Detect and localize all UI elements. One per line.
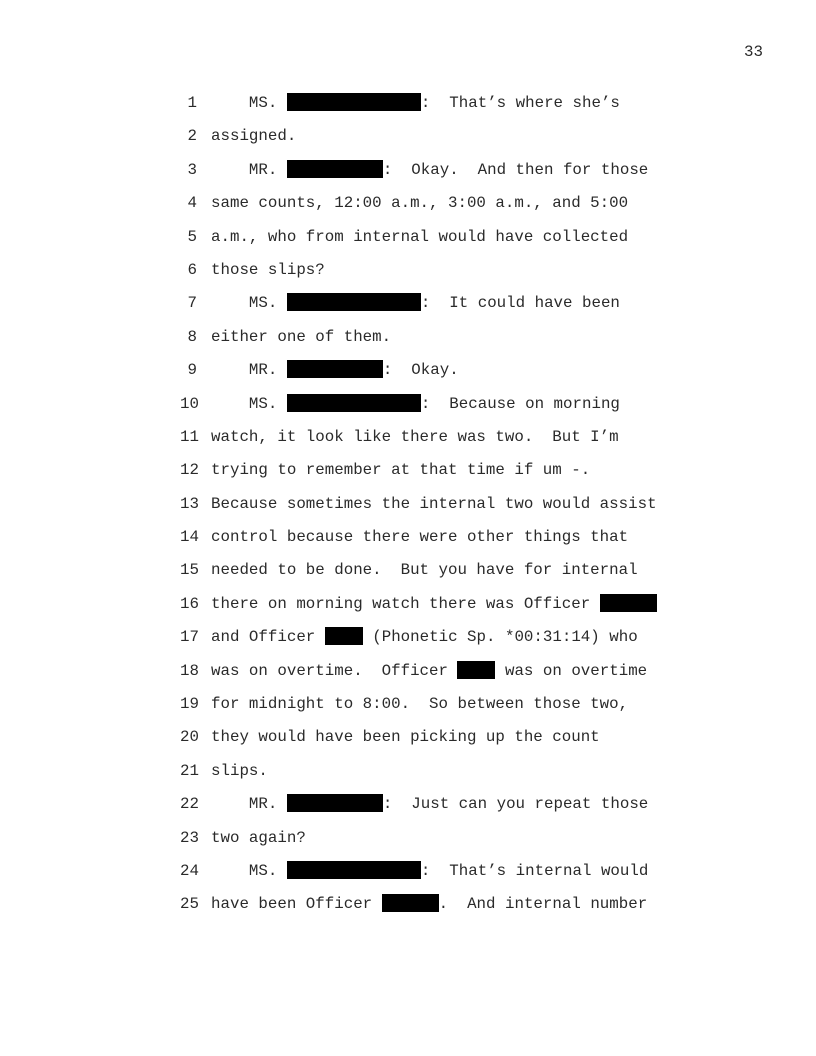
- line-text: [211, 594, 657, 614]
- redaction-block: [600, 594, 657, 612]
- line-number: 21: [180, 761, 199, 780]
- text-segment: MS.: [211, 394, 287, 413]
- redaction-block: [457, 661, 495, 679]
- transcript-body: [0, 93, 816, 928]
- transcript-line: [0, 861, 816, 894]
- transcript-line: [0, 227, 816, 260]
- line-text: [211, 93, 620, 113]
- line-text: [211, 193, 628, 213]
- line-number: 16: [180, 594, 199, 613]
- line-number: 11: [180, 427, 199, 446]
- transcript-line: [0, 160, 816, 193]
- transcript-line: [0, 494, 816, 527]
- text-segment: same counts, 12:00 a.m., 3:00 a.m., and 5:00: [211, 194, 629, 213]
- transcript-line: [0, 394, 816, 427]
- transcript-line: [0, 126, 816, 159]
- transcript-line: [0, 560, 816, 593]
- text-segment: those slips?: [211, 260, 325, 279]
- text-segment: watch, it look like there was two. But I’m: [211, 427, 619, 446]
- line-number: 18: [180, 661, 199, 680]
- text-segment: : That’s internal would: [420, 861, 649, 880]
- line-text: [211, 627, 638, 647]
- text-segment: trying to remember at that time if um -.: [211, 461, 591, 480]
- line-number: 7: [187, 294, 197, 313]
- text-segment: : Okay. And then for those: [382, 160, 649, 179]
- line-text: [211, 861, 648, 881]
- redaction-block: [287, 861, 421, 879]
- text-segment: MS.: [211, 294, 287, 313]
- redaction-block: [287, 394, 421, 412]
- text-segment: MS.: [211, 94, 287, 112]
- line-text: [211, 894, 647, 914]
- line-number: 2: [187, 127, 197, 146]
- transcript-line: [0, 427, 816, 460]
- transcript-line: [0, 828, 816, 861]
- line-number: 20: [180, 728, 199, 747]
- line-text: [211, 460, 590, 480]
- line-text: [211, 293, 620, 313]
- transcript-line: [0, 527, 816, 560]
- transcript-line: [0, 193, 816, 226]
- text-segment: MR.: [211, 361, 287, 380]
- text-segment: . And internal number: [438, 895, 648, 914]
- line-number: 14: [180, 528, 199, 547]
- text-segment: was on overtime. Officer: [211, 661, 458, 680]
- transcript-line: [0, 661, 816, 694]
- line-text: [211, 260, 325, 280]
- redaction-block: [382, 894, 439, 912]
- text-segment: have been Officer: [211, 895, 382, 914]
- transcript-line: [0, 460, 816, 493]
- text-segment: control because there were other things that: [211, 528, 629, 547]
- line-text: [211, 761, 268, 781]
- transcript-line: [0, 894, 816, 927]
- transcript-line: [0, 627, 816, 660]
- redaction-block: [287, 293, 421, 311]
- line-number: 24: [180, 861, 199, 880]
- line-text: [211, 727, 600, 747]
- line-text: [211, 828, 306, 848]
- line-text: [211, 694, 628, 714]
- line-text: [211, 126, 296, 146]
- text-segment: needed to be done. But you have for internal: [211, 561, 638, 580]
- text-segment: there on morning watch there was Officer: [211, 594, 600, 613]
- transcript-line: [0, 260, 816, 293]
- redaction-block: [287, 794, 383, 812]
- text-segment: a.m., who from internal would have collected: [211, 227, 629, 246]
- line-number: 12: [180, 461, 199, 480]
- line-number: 4: [187, 194, 197, 213]
- redaction-block: [287, 160, 383, 178]
- text-segment: : It could have been: [420, 294, 620, 313]
- text-segment: either one of them.: [211, 327, 392, 346]
- transcript-line: [0, 794, 816, 827]
- text-segment: slips.: [211, 761, 268, 780]
- text-segment: : Okay.: [382, 361, 459, 380]
- line-number: 19: [180, 695, 199, 714]
- line-text: [211, 160, 648, 180]
- text-segment: was on overtime: [495, 661, 648, 680]
- line-text: [211, 527, 628, 547]
- text-segment: two again?: [211, 828, 306, 847]
- text-segment: Because sometimes the internal two would assist: [211, 494, 657, 513]
- line-number: 8: [187, 327, 197, 346]
- line-number: 25: [180, 895, 199, 914]
- line-number: 23: [180, 828, 199, 847]
- line-text: [211, 360, 459, 380]
- transcript-line: [0, 360, 816, 393]
- line-number: 10: [180, 394, 199, 413]
- line-text: [211, 794, 648, 814]
- line-text: [211, 327, 391, 347]
- text-segment: MR.: [211, 795, 287, 814]
- line-number: 22: [180, 795, 199, 814]
- text-segment: MS.: [211, 861, 287, 880]
- transcript-line: [0, 327, 816, 360]
- line-number: 3: [187, 160, 197, 179]
- line-number: 1: [187, 94, 197, 112]
- line-text: [211, 560, 638, 580]
- line-text: [211, 227, 628, 247]
- text-segment: assigned.: [211, 127, 297, 146]
- line-number: 5: [187, 227, 197, 246]
- line-number: 13: [180, 494, 199, 513]
- line-text: [211, 394, 620, 414]
- text-segment: : That’s where she’s: [420, 94, 620, 112]
- transcript-line: [0, 727, 816, 760]
- transcript-line: [0, 594, 816, 627]
- line-number: 9: [187, 361, 197, 380]
- text-segment: : Just can you repeat those: [382, 795, 649, 814]
- line-text: [211, 494, 657, 514]
- line-number: 17: [180, 628, 199, 647]
- text-segment: for midnight to 8:00. So between those two,: [211, 695, 629, 714]
- transcript-line: [0, 93, 816, 126]
- line-number: 15: [180, 561, 199, 580]
- line-text: [211, 427, 619, 447]
- text-segment: and Officer: [211, 628, 325, 647]
- redaction-block: [325, 627, 363, 645]
- line-text: [211, 661, 647, 681]
- text-segment: MR.: [211, 160, 287, 179]
- text-segment: (Phonetic Sp. *00:31:14) who: [362, 628, 638, 647]
- line-number: 6: [187, 260, 197, 279]
- page-number: 33: [744, 43, 763, 61]
- redaction-block: [287, 93, 421, 111]
- text-segment: they would have been picking up the count: [211, 728, 600, 747]
- transcript-line: [0, 761, 816, 794]
- transcript-line: [0, 293, 816, 326]
- redaction-block: [287, 360, 383, 378]
- text-segment: : Because on morning: [420, 394, 620, 413]
- transcript-line: [0, 694, 816, 727]
